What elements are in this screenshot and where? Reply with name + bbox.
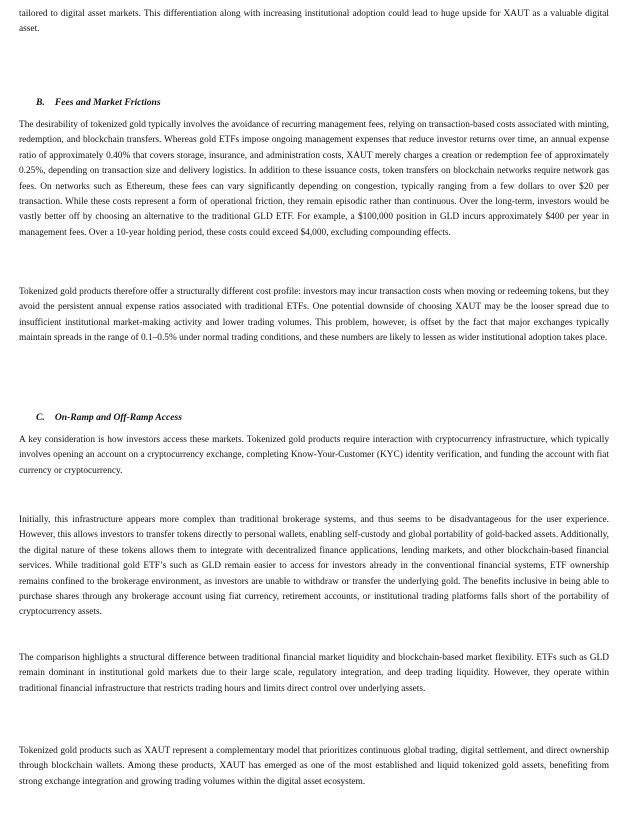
paragraph-fees-2: Tokenized gold products therefore offer a structurally different cost profile: investors may incur transaction costs when moving or redeeming tokens, but they avoid the persistent annual expense ratios associated with traditional ETFs. One potential downside of choosing XAUT may be the looser spread due to insufficient institutional market-making activity and lower trading volumes. This problem, however, is offset by the fact that major exchanges typically maintain spreads in the range of 0.1–0.5% under normal trading conditions, and these numbers are likely to lessen as wider institutional adoption takes place.: [19, 287, 609, 344]
section-letter: C.: [36, 412, 45, 423]
paragraph-fees-1: The desirability of tokenized gold typically involves the avoidance of recurring management fees, relying on transaction-based costs associated with minting, redemption, and blockchain transfers. Whereas gold ETFs impose ongoing management expenses that reduce investor returns over time, an annual expense ratio of approximately 0.40% that covers storage, insurance, and administration costs, XAUT merely charges a creation or redemption fee of approximately 0.25%, depending on transaction size and delivery logistics. In addition to these issuance costs, token transfers on blockchain networks require network gas fees. On networks such as Ethereum, these fees can vary significantly depending on congestion, typically ranging from a few dollars to over $20 per transaction. While these costs represent a form of operational friction, they remain episodic rather than continuous. Over the long-term, investors would be vastly better off by choosing an alternative to the traditional GLD ETF. For example, a $100,000 position in GLD incurs approximately $400 per year in management fees. Over a 10-year holding period, these costs could exceed $4,000, excluding compounding effects.: [19, 120, 609, 238]
paragraph-ramp-4: Tokenized gold products such as XAUT represent a complementary model that prioritizes continuous global trading, digital settlement, and direct ownership through blockchain wallets. Among these products, XAUT has emerged as one of the most established and liquid tokenized gold assets, benefiting from strong exchange integration and growing trading volumes within the digital asset ecosystem.: [19, 746, 609, 787]
paragraph-ramp-3: The comparison highlights a structural difference between traditional financial market liquidity and blockchain-based market flexibility. ETFs such as GLD remain dominant in institutional gold markets due to their large scale, regulatory integration, and deep trading liquidity. However, they operate within traditional financial infrastructure that restricts trading hours and limits direct control over underlying assets.: [19, 653, 609, 694]
paragraph-intro: tailored to digital asset markets. This differentiation along with increasing institutional adoption could lead to huge upside for XAUT as a valuable digital asset.: [19, 9, 609, 35]
section-title: On-Ramp and Off-Ramp Access: [54, 412, 182, 423]
paragraph-ramp-1: A key consideration is how investors access these markets. Tokenized gold products require interaction with cryptocurrency infrastructure, which typically involves opening an account on a cryptocurrency exchange, completing Know-Your-Customer (KYC) identity verification, and funding the account with fiat currency or cryptocurrency.: [19, 435, 609, 476]
section-heading-ramp: [36, 411, 182, 425]
section-letter: B.: [36, 97, 45, 108]
section-heading-fees: [36, 96, 161, 110]
section-title: Fees and Market Frictions: [54, 97, 161, 108]
paragraph-ramp-2: Initially, this infrastructure appears more complex than traditional brokerage systems, and thus seems to be disadvantageous for the user experience. However, this allows investors to transfer tokens directly to personal wallets, enabling self-custody and global portability of gold-backed assets. Additionally, the digital nature of these tokens allows them to integrate with decentralized finance applications, lending markets, and other blockchain-based financial services. While traditional gold ETF’s such as GLD remain easier to access for investors already in the conventional financial systems, ETF ownership remains confined to the brokerage environment, as investors are unable to withdraw or transfer the underlying gold. The benefits inclusive in being able to purchase shares through any brokerage account using fiat currency, retirement accounts, or institutional trading platforms falls short of the portability of cryptocurrency assets.: [19, 515, 609, 618]
